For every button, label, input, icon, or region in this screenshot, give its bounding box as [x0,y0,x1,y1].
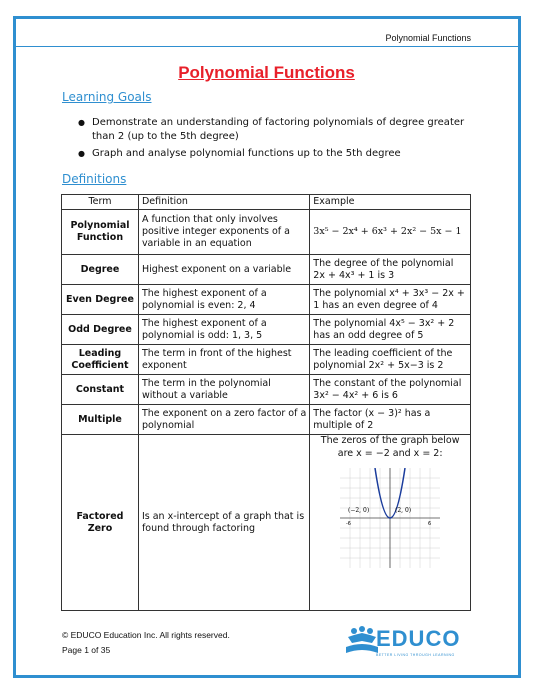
header-rule [13,46,521,47]
example-cell: The constant of the polynomial 3x² − 4x² + 6 is 6 [310,375,471,405]
column-header: Definition [138,195,309,210]
definition-cell: A function that only involves positive integer exponents of a variable in an equation [138,210,309,255]
definition-cell: The exponent on a zero factor of a polynomial [138,405,309,435]
learning-goals-heading: Learning Goals [62,90,152,104]
zero-label-left: (−2, 0) [348,506,370,514]
definition-cell: Highest exponent on a variable [138,255,309,285]
definition-cell: The highest exponent of a polynomial is odd: 1, 3, 5 [138,315,309,345]
table-row [62,405,471,435]
term-cell: Even Degree [62,285,139,315]
example-cell: The polynomial 4x⁵ − 3x² + 2 has an odd degree of 5 [310,315,471,345]
column-header: Term [62,195,139,210]
x-tick-label: -6 [346,520,352,527]
parabola-graph [340,468,440,568]
table-row [62,375,471,405]
zero-label-right: (2, 0) [395,506,412,514]
term-cell: Degree [62,255,139,285]
definitions-heading: Definitions [62,172,127,186]
definition-cell: The term in front of the highest exponent [138,345,309,375]
example-cell: The leading coefficient of the polynomial 2x² + 5x−3 is 2 [310,345,471,375]
definitions-table [61,194,471,611]
learning-goals-list [78,116,478,164]
term-cell: Odd Degree [62,315,139,345]
table-row [62,315,471,345]
table-row [62,345,471,375]
column-header: Example [310,195,471,210]
logo-tagline: BETTER LIVING THROUGH LEARNING [376,653,455,657]
term-cell: Factored Zero [62,435,139,611]
term-cell: Polynomial Function [62,210,139,255]
term-cell: Multiple [62,405,139,435]
goal-item: ● Graph and analyse polynomial functions up to the 5th degree [78,147,478,161]
example-cell: The factor (x − 3)² has a multiple of 2 [310,405,471,435]
term-cell: Leading Coefficient [62,345,139,375]
definition-cell: Is an x-intercept of a graph that is found through factoring [138,435,309,611]
goal-item: ● Demonstrate an understanding of factoring polynomials of degree greater than 2 (up to the 5th degree) [78,116,478,144]
definition-cell: The highest exponent of a polynomial is even: 2, 4 [138,285,309,315]
logo-wordmark: EDUCO [376,626,461,651]
definition-cell: The term in the polynomial without a variable [138,375,309,405]
page-title: Polynomial Functions [178,63,355,82]
running-header: Polynomial Functions [385,33,471,43]
example-cell: 3x⁵ − 2x⁴ + 6x³ + 2x² − 5x − 1 [310,210,471,255]
table-header-row [62,195,471,210]
page-number: Page 1 of 35 [62,645,111,655]
table-row [62,210,471,255]
term-cell: Constant [62,375,139,405]
example-cell: The degree of the polynomial 2x + 4x³ + 1 is 3 [310,255,471,285]
example-cell [310,435,471,611]
copyright-text: © EDUCO Education Inc. All rights reserved. [62,630,230,640]
table-row [62,435,471,611]
graph-caption: The zeros of the graph below are x = −2 and x = 2: [320,434,460,459]
table-row [62,255,471,285]
x-tick-label: 6 [428,520,432,527]
table-row [62,285,471,315]
example-cell: The polynomial x⁴ + 3x³ − 2x + 1 has an even degree of 4 [310,285,471,315]
